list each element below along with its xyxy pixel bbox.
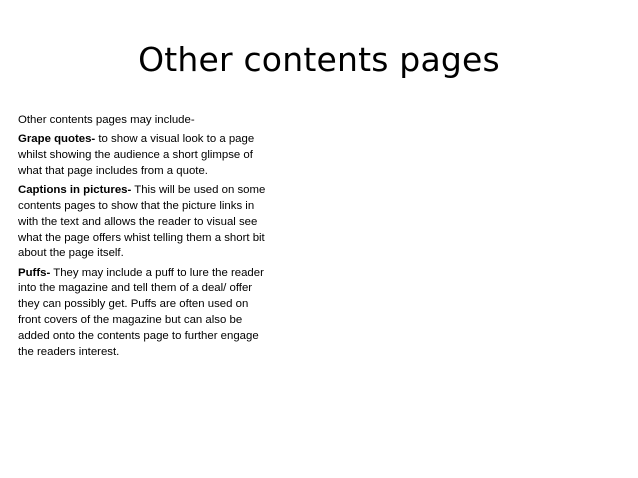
captions-paragraph [18,183,266,262]
grape-quotes-paragraph [18,132,266,179]
puffs-text: They may include a puff to lure the reader into the magazine and tell them of a deal/ offer they can possibly get. Puffs are often used on front covers of the magazine but can also be added onto the contents page to further engage the readers interest. [18,266,264,358]
slide-body [18,113,266,364]
puffs-heading: Puffs- [18,266,51,279]
grape-quotes-text: to show a visual look to a page whilst showing the audience a short glimpse of what that page includes from a quote. [18,133,255,177]
captions-heading: Captions in pictures- [18,184,132,197]
grape-quotes-heading: Grape quotes- [18,133,96,146]
slide-title: Other contents pages [138,40,500,79]
intro-paragraph: Other contents pages may include- [18,114,195,126]
puffs-paragraph [18,266,266,361]
captions-text: This will be used on some contents pages to show that the picture links in with the text and allows the reader to visual see what the page offers whist telling them a short bit about the page itself. [18,184,266,260]
